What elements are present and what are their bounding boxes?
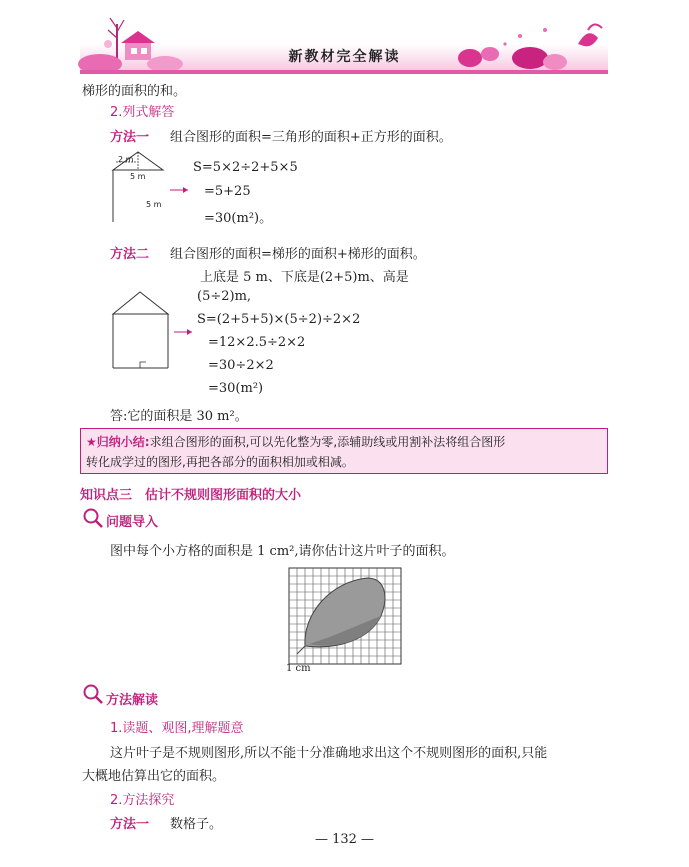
page-number: — 132 — — [314, 832, 375, 847]
figure1-label-mid: 5 m — [130, 172, 146, 181]
knowledge-point-title: 知识点三 估计不规则图形面积的大小 — [80, 488, 302, 503]
method2-eq4: =30(m²) — [208, 381, 264, 396]
question-intro-text: 图中每个小方格的面积是 1 cm²,请你估计这片叶子的面积。 — [110, 544, 455, 559]
magnifier-icon — [82, 683, 104, 705]
header-decoration — [0, 0, 689, 78]
leaf-grid-figure — [285, 564, 405, 666]
step1-line1: 这片叶子是不规则图形,所以不能十分准确地求出这个不规则图形的面积,只能 — [110, 746, 548, 761]
figure1-label-side: 5 m — [146, 200, 162, 209]
step1-title: 1.读题、观图,理解题意 — [110, 721, 244, 736]
summary-text — [86, 432, 606, 472]
summary-label: ★归纳小结: — [86, 435, 150, 449]
method1-eq3: =30(m²)。 — [204, 211, 273, 226]
method2-eq3: =30÷2×2 — [208, 358, 274, 373]
method-read-method1-label: 方法一 — [110, 817, 150, 832]
intro-line: 梯形的面积的和。 — [82, 84, 187, 99]
method2-text: 组合图形的面积=梯形的面积+梯形的面积。 — [170, 247, 426, 262]
answer-line: 答:它的面积是 30 m²。 — [110, 409, 248, 424]
method2-eq2: =12×2.5÷2×2 — [208, 335, 306, 350]
figure1-label-top: 2 m — [118, 155, 134, 164]
method2-desc2: (5÷2)m, — [197, 289, 252, 304]
step2-title: 2.方法探究 — [110, 793, 175, 808]
method2-desc1: 上底是 5 m、下底是(2+5)m、高是 — [200, 270, 409, 285]
method-read-method1-text: 数格子。 — [170, 817, 223, 832]
magnifier-icon — [82, 507, 104, 529]
step1-line2: 大概地估算出它的面积。 — [82, 769, 226, 784]
figure-house-shape — [108, 286, 198, 372]
method2-eq1: S=(2+5+5)×(5÷2)÷2×2 — [197, 312, 361, 327]
section2-title: 2.列式解答 — [110, 105, 175, 120]
summary-line2: 转化成学过的图形,再把各部分的面积相加或相减。 — [86, 455, 354, 469]
method-read-title: 方法解读 — [106, 693, 159, 708]
method1-eq2: =5+25 — [204, 184, 251, 199]
grid-scale-label: 1 cm — [286, 663, 311, 674]
summary-line1: 求组合图形的面积,可以先化整为零,添辅助线或用割补法将组合图形 — [149, 435, 506, 449]
method1-text: 组合图形的面积=三角形的面积+正方形的面积。 — [170, 130, 452, 145]
header-divider — [80, 70, 608, 74]
method2-label: 方法二 — [110, 247, 150, 262]
question-intro-title: 问题导入 — [106, 515, 159, 530]
method1-label: 方法一 — [110, 130, 150, 145]
header-title: 新教材完全解读 — [288, 49, 401, 65]
method1-eq1: S=5×2÷2+5×5 — [193, 160, 298, 175]
